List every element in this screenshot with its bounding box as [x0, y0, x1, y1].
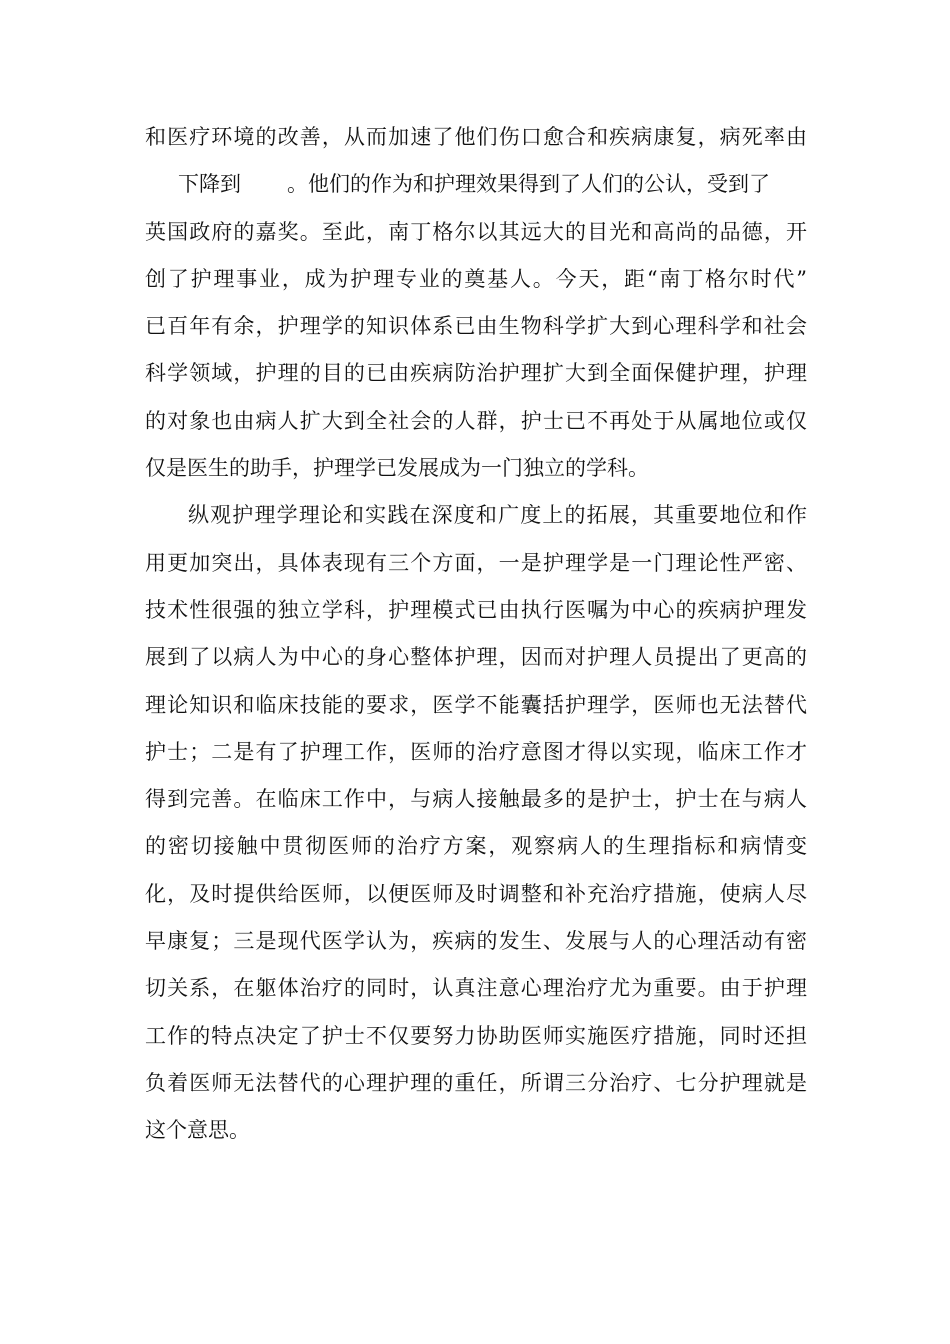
text-line: 化，及时提供给医师，以便医师及时调整和补充治疗措施，使病人尽 — [145, 881, 807, 906]
text-line: 纵观护理学理论和实践在深度和广度上的拓展，其重要地位和作 — [188, 503, 807, 528]
paragraph-1 — [145, 114, 807, 492]
text-line: 负着医师无法替代的心理护理的重任，所谓三分治疗、七分护理就是 — [145, 1070, 807, 1095]
text-line: 得到完善。在临床工作中，与病人接触最多的是护士，护士在与病人 — [145, 787, 807, 812]
text-line: 科学领域，护理的目的已由疾病防治护理扩大到全面保健护理，护理 — [145, 361, 807, 386]
text-line: 切关系，在躯体治疗的同时，认真注意心理治疗尤为重要。由于护理 — [145, 976, 807, 1001]
text-fragment: 下降到 — [178, 172, 241, 197]
text-line: 理论知识和临床技能的要求，医学不能囊括护理学，医师也无法替代 — [145, 692, 807, 717]
text-line: 展到了以病人为中心的身心整体护理，因而对护理人员提出了更高的 — [145, 645, 807, 670]
text-line: 工作的特点决定了护士不仅要努力协助医师实施医疗措施，同时还担 — [145, 1023, 807, 1048]
text-line: 用更加突出，具体表现有三个方面，一是护理学是一门理论性严密、 — [145, 550, 807, 575]
text-line: 仅是医生的助手，护理学已发展成为一门独立的学科。 — [145, 456, 649, 481]
text-line: 创了护理事业，成为护理专业的奠基人。今天，距“南丁格尔时代” — [145, 266, 807, 291]
text-line: 早康复；三是现代医学认为，疾病的发生、发展与人的心理活动有密 — [145, 929, 807, 954]
document-body — [145, 114, 807, 1155]
paragraph-2 — [145, 492, 807, 1154]
text-line: 的对象也由病人扩大到全社会的人群，护士已不再处于从属地位或仅 — [145, 408, 807, 433]
text-line: 护士；二是有了护理工作，医师的治疗意图才得以实现，临床工作才 — [145, 739, 807, 764]
text-line: 和医疗环境的改善，从而加速了他们伤口愈合和疾病康复，病死率由 — [145, 125, 807, 149]
text-line — [145, 161, 807, 208]
text-line: 英国政府的嘉奖。至此，南丁格尔以其远大的目光和高尚的品德，开 — [145, 219, 807, 244]
text-fragment: 。他们的作为和护理效果得到了人们的公认，受到了 — [287, 172, 770, 197]
text-line: 已百年有余，护理学的知识体系已由生物科学扩大到心理科学和社会 — [145, 314, 807, 339]
text-line: 技术性很强的独立学科，护理模式已由执行医嘱为中心的疾病护理发 — [145, 597, 807, 622]
text-line: 的密切接触中贯彻医师的治疗方案，观察病人的生理指标和病情变 — [145, 834, 807, 859]
text-line: 这个意思。 — [145, 1118, 250, 1143]
